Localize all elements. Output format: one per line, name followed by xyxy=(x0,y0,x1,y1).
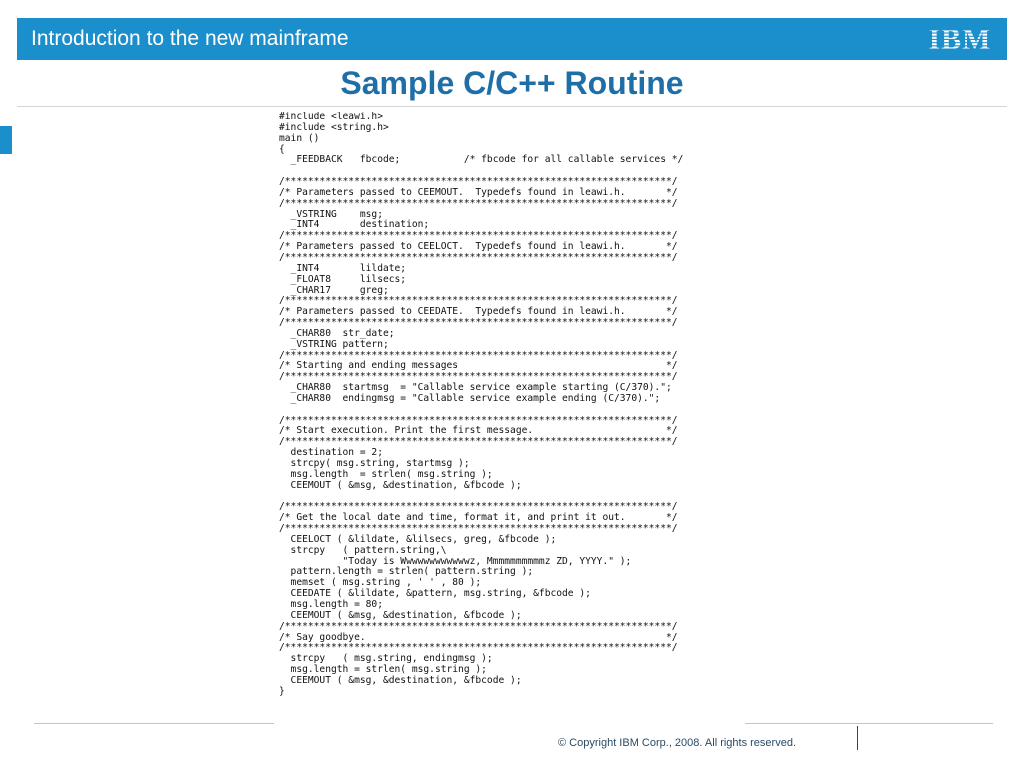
code-line: /*******************************************************************/ xyxy=(279,251,678,263)
code-line: /*******************************************************************/ xyxy=(279,295,678,307)
code-line: CEEDATE ( &lildate, &pattern, msg.string, &fbcode ); xyxy=(279,588,591,600)
code-line: CEELOCT ( &lildate, &lilsecs, greg, &fbcode ); xyxy=(279,533,557,545)
code-line: /*******************************************************************/ xyxy=(279,197,678,209)
code-line: strcpy( msg.string, startmsg ); xyxy=(279,458,470,469)
title-divider xyxy=(17,106,1007,107)
code-line: msg.length = 80; xyxy=(279,598,383,610)
code-line: strcpy ( msg.string, endingmsg ); xyxy=(279,653,493,665)
code-line: main () xyxy=(279,132,320,144)
code-line: _VSTRING pattern; xyxy=(279,338,389,350)
code-line: /* Start execution. Print the first message. */ xyxy=(279,425,678,437)
code-line: _CHAR80 startmsg = "Callable service example starting (C/370)."; xyxy=(279,382,672,394)
code-line: /* Say goodbye. */ xyxy=(279,631,678,643)
code-line: { xyxy=(279,143,285,155)
code-line: _FEEDBACK fbcode; /* fbcode for all callable services */ xyxy=(279,154,684,166)
code-line: /*******************************************************************/ xyxy=(279,620,678,632)
code-line: _VSTRING msg; xyxy=(279,208,383,220)
code-line: /*******************************************************************/ xyxy=(279,317,678,329)
code-line: /*******************************************************************/ xyxy=(279,230,678,242)
code-line: CEEMOUT ( &msg, &destination, &fbcode ); xyxy=(279,674,522,686)
code-line: _CHAR17 greg; xyxy=(279,284,389,296)
code-line: CEEMOUT ( &msg, &destination, &fbcode ); xyxy=(279,609,522,621)
code-line: /* Parameters passed to CEEMOUT. Typedefs found in leawi.h. */ xyxy=(279,186,678,198)
code-line: _CHAR80 endingmsg = "Callable service example ending (C/370)."; xyxy=(279,392,661,404)
slide-title: Sample C/C++ Routine xyxy=(340,65,684,101)
code-line: /*******************************************************************/ xyxy=(279,414,678,426)
code-line: } xyxy=(279,685,285,697)
ibm-logo-text: IBM xyxy=(928,24,992,54)
footer-divider-right xyxy=(745,723,993,724)
footer-copyright: © Copyright IBM Corp., 2008. All rights reserved. xyxy=(558,737,796,749)
code-line: /*******************************************************************/ xyxy=(279,371,678,383)
code-line: _INT4 destination; xyxy=(279,219,430,231)
code-line: /*******************************************************************/ xyxy=(279,642,678,654)
footer-vertical-divider xyxy=(857,726,858,750)
header-bar xyxy=(17,18,1007,60)
code-line: /*******************************************************************/ xyxy=(279,436,678,448)
code-line: /*******************************************************************/ xyxy=(279,523,678,535)
code-line: destination = 2; xyxy=(279,447,383,459)
code-line: msg.length = strlen( msg.string ); xyxy=(279,664,487,676)
footer-divider-left xyxy=(34,723,274,724)
ibm-logo xyxy=(927,24,993,54)
code-line: #include <string.h> xyxy=(279,121,389,133)
code-line: /*******************************************************************/ xyxy=(279,349,678,361)
code-line: /* Parameters passed to CEEDATE. Typedefs found in leawi.h. */ xyxy=(279,306,678,318)
code-line: msg.length = strlen( msg.string ); xyxy=(279,468,493,480)
code-line: CEEMOUT ( &msg, &destination, &fbcode ); xyxy=(279,479,522,491)
code-line: strcpy ( pattern.string,\ xyxy=(279,544,447,556)
code-line: _FLOAT8 lilsecs; xyxy=(279,273,407,285)
code-line: /* Get the local date and time, format it, and print it out. */ xyxy=(279,512,678,524)
code-line: "Today is Wwwwwwwwwwwwz, Mmmmmmmmmmz ZD, YYYY." ); xyxy=(279,555,632,567)
code-line: _CHAR80 str_date; xyxy=(279,327,395,339)
code-line: #include <leawi.h> xyxy=(279,112,383,122)
code-line: memset ( msg.string , ' ' , 80 ); xyxy=(279,577,482,589)
header-title: Introduction to the new mainframe xyxy=(31,27,349,50)
left-accent-marker xyxy=(0,126,12,154)
code-line: _INT4 lildate; xyxy=(279,262,407,274)
code-line: /* Starting and ending messages */ xyxy=(279,360,678,372)
code-line: /*******************************************************************/ xyxy=(279,501,678,513)
code-line: pattern.length = strlen( pattern.string ); xyxy=(279,566,534,578)
code-listing xyxy=(279,112,719,712)
code-line: /* Parameters passed to CEELOCT. Typedefs found in leawi.h. */ xyxy=(279,241,678,253)
code-line: /*******************************************************************/ xyxy=(279,176,678,188)
